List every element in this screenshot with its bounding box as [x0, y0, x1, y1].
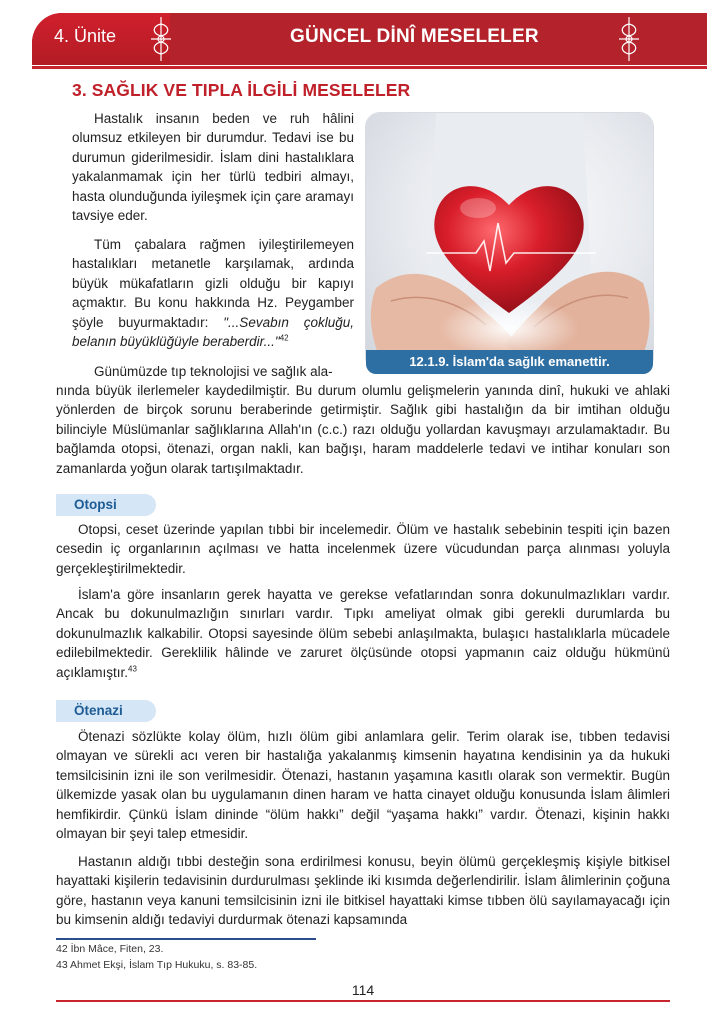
footer-rule: [56, 1000, 670, 1002]
otopsi-paragraph-1: Otopsi, ceset üzerinde yapılan tıbbi bir incelemedir. Ölüm ve hastalık sebebinin tespiti için bazen cesedin iç organlarının açılması ve hatta incelenmek üzere vücudundan parça alınması yoluyla gerçekleştirilmektedir.: [56, 522, 670, 576]
otopsi-heading: Otopsi: [56, 494, 156, 516]
intro-paragraph-3: nında büyük ilerlemeler kaydedilmiştir. Bu durum olumlu gelişmelerin yanında dinî, hukuki ve ahlaki yönlerden de birçok sorunu beraberinde getirmiştir. Sağlık gibi hastalığın da bir imtihan olduğu bilinciyle Müslümanlar sağlıklarına Allah'ın (c.c.) razı olduğu yollardan kavuşmayı arzulamaktadır. Bu bağlamda otopsi, ötenazi, organ nakli, kan bağışı, haram maddelerle tedavi ve intihar konuları son zamanlarda yoğun olarak tartışılmaktadır.: [56, 383, 670, 476]
ornament-icon: [146, 14, 176, 64]
footnote-ref-42: 42: [279, 333, 289, 343]
footnote-42: 42 İbn Mâce, Fiten, 23.: [56, 943, 164, 955]
page-number: 114: [351, 982, 375, 998]
section-title: 3. SAĞLIK VE TIPLA İLGİLİ MESELELER: [72, 80, 411, 100]
intro-paragraph-2: [72, 235, 354, 351]
figure-caption: 12.1.9. İslam'da sağlık emanettir.: [366, 350, 653, 374]
footnote-43: 43 Ahmet Ekşi, İslam Tıp Hukuku, s. 83-85.: [56, 959, 258, 971]
header-rule: [32, 66, 707, 69]
hands-heart-illustration: [366, 113, 653, 371]
otenazi-heading: Ötenazi: [56, 700, 156, 722]
header-title: GÜNCEL DİNÎ MESELELER: [290, 26, 539, 47]
otopsi-paragraph-2-text: İslam'a göre insanların gerek hayatta ve gerekse vefatlarından sonra dokunulmazlıkları vardır. Ancak bu dokunulmazlığın sınırları vardır. Tıpkı ameliyat olmak gibi gerekli durumlarda bu dokunulmazlık kalkabilir. Otopsi sayesinde ölüm sebebi anlaşılmakta, bulaşıcı hastalıklarla mücadele edilebilmektedir. Gereklilik hâlinde ve zaruret ölçüsünde otopsi yapmanın caiz olduğu hükmünü açıklamıştır.: [56, 587, 670, 680]
otenazi-paragraph-1: Ötenazi sözlükte kolay ölüm, hızlı ölüm gibi anlamlara gelir. Terim olarak ise, tıbben tedavisi olmayan ve sürekli acı veren bir hastalığa yakalanmış kimsenin hayatına kendisinin ya da hukuki temsilcisinin izni ile son verilmesidir. Ötenazi, hastanın yaşamına kasıtlı olarak son vermektir. Bugün ülkemizde yasak olan bu uygulamanın dinen haram ve hatta cinayet olduğu konusunda İslam âlimleri hemfikirdir. Çünkü İslam dininde “ölüm hakkı” değil “yaşama hakkı” vardır. Ötenazi, kişinin hakkı olmayan bir şeyi talep etmesidir.: [56, 729, 670, 842]
hadith-quote: "...Sevabın çokluğu, belanın büyüklüğüyle beraberdir...": [72, 314, 354, 350]
footnote-rule: [56, 938, 316, 940]
otenazi-paragraph-2: Hastanın aldığı tıbbi desteğin sona erdirilmesi konusu, beyin ölümü gerçekleşmiş kişiyle bitkisel hayattaki kişilerin tedavisinin durdurulması şeklinde iki kısımda değerlendirilir. İslam âlimlerinin çoğuna göre, hastanın veya kanuni temsilcisinin izni ile bitkisel hayattaki kimse tıbben ölü sayılamayacağı için bu kimsenin aldığı tedaviyi durdurmak ötenazi kapsamında: [56, 854, 670, 928]
intro-paragraph-3-start: Günümüzde tıp teknolojisi ve sağlık ala-: [94, 364, 333, 379]
otopsi-paragraph-2: [56, 585, 670, 682]
unit-label: 4. Ünite: [54, 26, 117, 46]
intro-paragraph-1: Hastalık insanın beden ve ruh hâlini olumsuz etkileyen bir durumdur. Tedavi ise bu durumun giderilmesidir. İslam dini hastalıklara yakalanmamak için her türlü tedbiri almayı, hasta olunduğunda iyileşmek için çare aramayı tavsiye eder.: [72, 111, 354, 224]
footnote-ref-43: 43: [128, 664, 137, 674]
intro-paragraph-2-text: Tüm çabalara rağmen iyileştirilemeyen hastalıkları metanetle karşılamak, ardında büyük mükafatların gizli olduğu bir kapıyı açmaktır. Bu konu hakkında Hz. Peygamber şöyle buyurmaktadır:: [72, 237, 354, 330]
health-heart-photo: [366, 113, 653, 371]
ornament-icon: [614, 14, 644, 64]
